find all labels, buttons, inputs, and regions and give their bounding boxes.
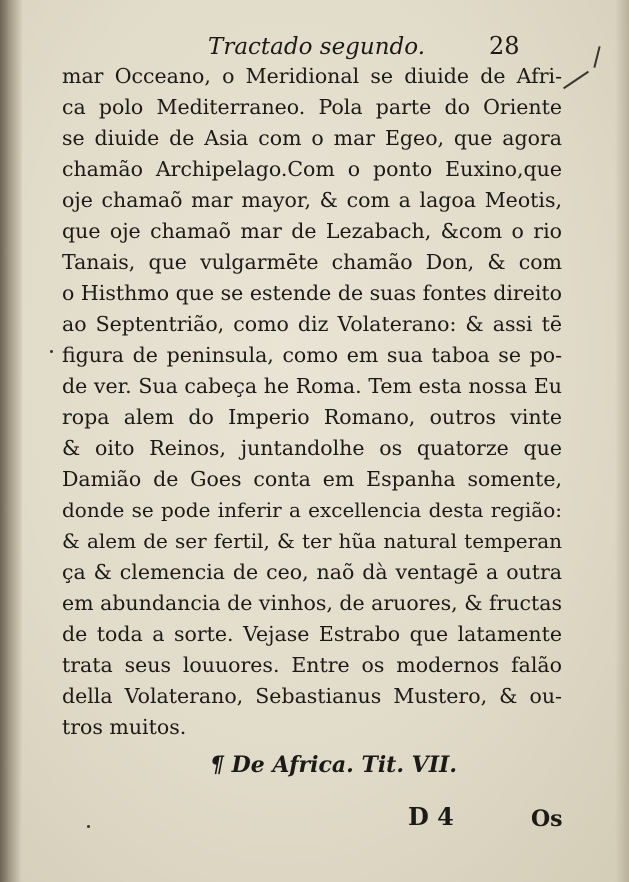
text-line: ça & clemencia de ceo, naõ dà ventagē a outra [62,560,562,584]
text-line: & alem de ser fertil, & ter hũa natural temperan [62,529,562,553]
text-line: mar Occeano, o Meridional se diuide de Afri- [62,64,562,88]
text-line: & oito Reinos, juntandolhe os quatorze que [62,436,562,460]
chapter-heading: ¶ De Africa. Tit. VII. [210,752,457,778]
margin-ink-dot [50,350,53,353]
signature-mark: D 4 [408,802,454,831]
text-line: o Histhmo que se estende de suas fontes direito [62,281,562,305]
text-line: se diuide de Asia com o mar Egeo, que agora [62,126,562,150]
text-line: ca polo Mediterraneo. Pola parte do Oriente [62,95,562,119]
text-line: della Volaterano, Sebastianus Mustero, & ou- [62,684,562,708]
text-line: de toda a sorte. Vejase Estrabo que latamente [62,622,562,646]
text-line: trata seus louuores. Entre os modernos falão [62,653,562,677]
text-line: figura de peninsula, como em sua taboa se po- [62,343,562,367]
margin-ink-mark [563,71,589,89]
text-line: que oje chamaõ mar de Lezabach, &com o rio [62,219,562,243]
text-line: em abundancia de vinhos, de aruores, & fructas [62,591,563,615]
text-line: donde se pode inferir a excellencia desta região: [62,498,562,522]
text-line: ao Septentrião, como diz Volaterano: & assi tē [62,312,562,336]
text-line: de ver. Sua cabeça he Roma. Tem esta nossa Eu [62,374,562,398]
text-line: ropa alem do Imperio Romano, outros vinte [62,405,562,429]
text-line: Tanais, que vulgarmēte chamão Don, & com [62,250,562,274]
margin-ink-dot [87,825,90,828]
page-number: 28 [489,32,520,60]
text-line: chamão Archipelago.Com o ponto Euxino,que [62,157,562,181]
text-line-last: tros muitos. [62,715,187,739]
text-line: oje chamaõ mar mayor, & com a lagoa Meotis, [62,188,562,212]
page-gutter-shadow [0,0,22,882]
text-line: Damião de Goes conta em Espanha somente, [62,467,562,491]
page-edge-shadow [615,0,629,882]
catchword: Os [531,806,563,832]
margin-ink-mark [593,46,600,68]
running-header-title: Tractado segundo. [208,34,426,60]
